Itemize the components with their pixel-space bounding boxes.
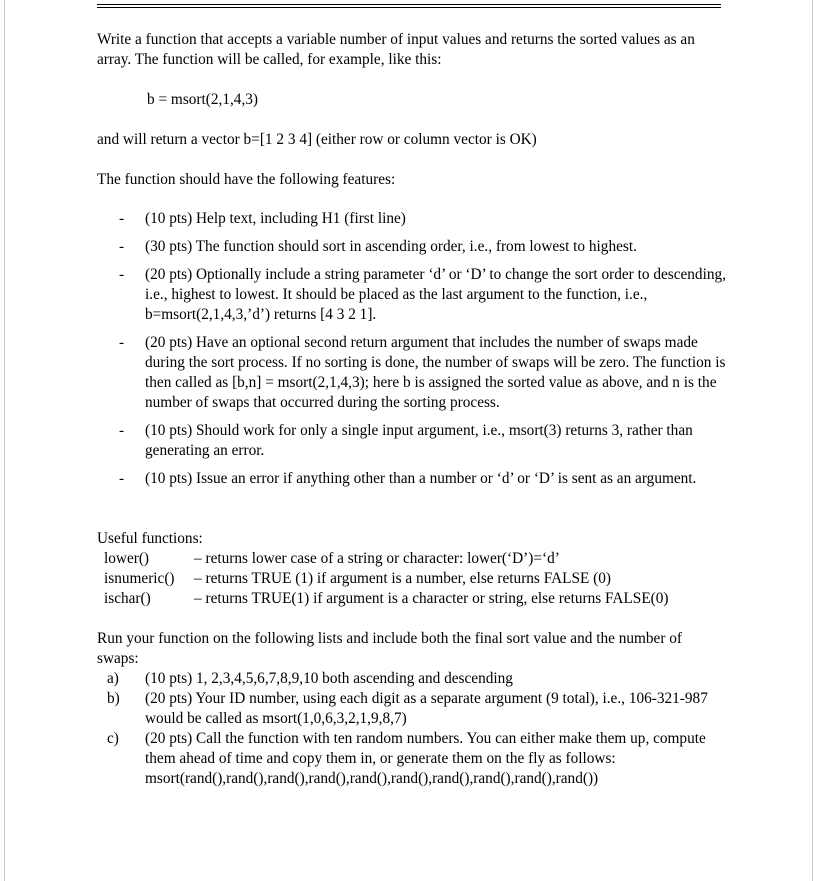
page-border-right <box>812 0 813 881</box>
run-intro: Run your function on the following lists and include both the final sort value and the number of swaps: <box>97 630 682 667</box>
feature-item <box>97 209 727 229</box>
feature-text: (10 pts) Issue an error if anything other than a number or ‘d’ or ‘D’ is sent as an argument. <box>145 470 697 487</box>
bullet-dash: - <box>119 422 125 439</box>
features-list <box>97 209 727 489</box>
bullet-dash: - <box>119 266 125 283</box>
feature-text: (20 pts) Optionally include a string parameter ‘d’ or ‘D’ to change the sort order to descending, i.e., highest to lowest. It should be placed as the last argument to the function, i.e., b=msort(2,1,4,3,’d’) returns [4 3 2 1]. <box>145 266 726 323</box>
function-name: isnumeric() <box>104 570 175 587</box>
run-text: (20 pts) Your ID number, using each digit as a separate argument (9 total), i.e., 106-321-987 would be called as msort(1,0,6,3,2,1,9,8,7) <box>145 690 708 727</box>
feature-text: (10 pts) Should work for only a single input argument, i.e., msort(3) returns 3, rather than generating an error. <box>145 422 693 459</box>
feature-text: (30 pts) The function should sort in ascending order, i.e., from lowest to highest. <box>145 238 637 255</box>
intro-paragraph: Write a function that accepts a variable number of input values and returns the sorted values as an array. The function will be called, for example, like this: <box>97 31 695 68</box>
useful-function-row <box>97 569 727 589</box>
run-item <box>97 689 727 729</box>
feature-item <box>97 421 727 461</box>
function-description: – returns TRUE(1) if argument is a character or string, else returns FALSE(0) <box>194 590 669 607</box>
top-rule <box>97 4 721 5</box>
example-call: b = msort(2,1,4,3) <box>147 91 259 108</box>
run-marker: b) <box>107 690 120 707</box>
feature-item <box>97 265 727 325</box>
function-name: ischar() <box>104 590 151 607</box>
function-description: – returns TRUE (1) if argument is a number, else returns FALSE (0) <box>194 570 611 587</box>
useful-functions-heading: Useful functions: <box>97 530 203 547</box>
top-rule-double <box>97 7 721 8</box>
run-marker: c) <box>107 730 119 747</box>
run-item <box>97 729 727 789</box>
feature-text: (10 pts) Help text, including H1 (first line) <box>145 210 406 227</box>
useful-function-row <box>97 589 727 609</box>
useful-function-row <box>97 549 727 569</box>
features-intro: The function should have the following features: <box>97 171 396 188</box>
bullet-dash: - <box>119 238 125 255</box>
feature-text: (20 pts) Have an optional second return argument that includes the number of swaps made during the sort process. If no sorting is done, the number of swaps will be zero. The function is then called as [b,n] = msort(2,1,4,3); here b is assigned the sorted value as above, and n is the number of swaps that occurred during the sorting process. <box>145 334 726 411</box>
feature-item <box>97 469 727 489</box>
run-marker: a) <box>107 670 119 687</box>
document-body <box>97 30 727 789</box>
page-border-left <box>4 0 5 881</box>
feature-item <box>97 333 727 413</box>
function-description: – returns lower case of a string or character: lower(‘D’)=‘d’ <box>194 550 560 567</box>
feature-item <box>97 237 727 257</box>
bullet-dash: - <box>119 334 125 351</box>
run-text: (10 pts) 1, 2,3,4,5,6,7,8,9,10 both ascending and descending <box>145 670 513 687</box>
run-item <box>97 669 727 689</box>
bullet-dash: - <box>119 470 125 487</box>
bullet-dash: - <box>119 210 125 227</box>
function-name: lower() <box>104 550 150 567</box>
runs-list <box>97 669 727 789</box>
return-description: and will return a vector b=[1 2 3 4] (either row or column vector is OK) <box>97 131 537 148</box>
run-text: (20 pts) Call the function with ten random numbers. You can either make them up, compute them ahead of time and copy them in, or generate them on the fly as follows: msort(rand(),rand(),rand(),rand(),rand(),rand(),rand(),rand(),rand(),rand()) <box>145 730 706 787</box>
